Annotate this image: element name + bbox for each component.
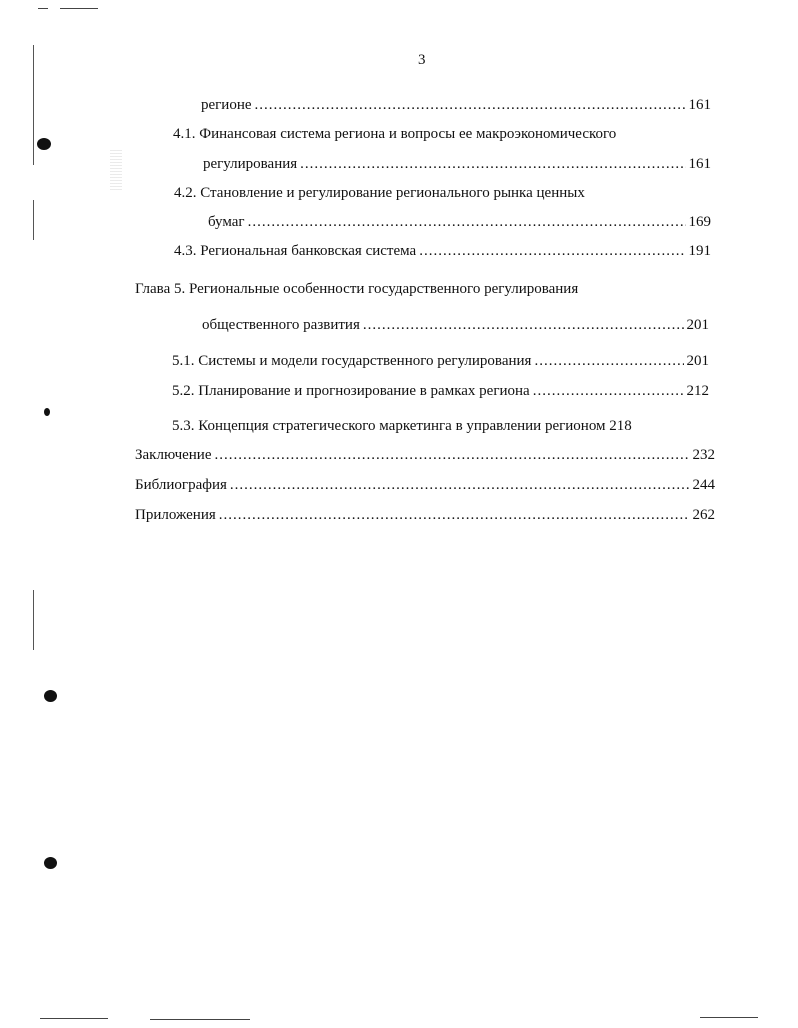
toc-entry-page: 262 bbox=[692, 507, 715, 523]
scan-mark-bottom bbox=[40, 1018, 108, 1019]
scan-edge-line bbox=[33, 45, 34, 165]
toc-leader-dots bbox=[219, 506, 690, 524]
toc-entry-page: 191 bbox=[688, 243, 711, 259]
toc-entry bbox=[135, 506, 715, 524]
toc-entry-page: 161 bbox=[688, 97, 711, 113]
punch-hole-mark bbox=[44, 690, 57, 702]
toc-entry bbox=[172, 352, 709, 370]
toc-entry bbox=[202, 316, 709, 334]
toc-leader-dots bbox=[419, 242, 685, 260]
toc-entry-page: 201 bbox=[686, 317, 709, 333]
toc-entry-label: регионе bbox=[201, 97, 252, 113]
toc-leader-dots bbox=[255, 96, 686, 114]
toc-entry bbox=[208, 213, 711, 231]
toc-entry-page: 232 bbox=[692, 447, 715, 463]
toc-entry-label: 5.1. Системы и модели государственного регулирования bbox=[172, 353, 532, 369]
toc-chapter-heading: Глава 5. Региональные особенности государственного регулирования bbox=[135, 281, 579, 297]
toc-entry-label: 4.3. Региональная банковская система bbox=[174, 243, 417, 259]
scan-edge-line bbox=[33, 590, 34, 650]
toc-leader-dots bbox=[300, 155, 685, 173]
punch-hole-mark bbox=[44, 408, 50, 416]
toc-entry-label: 4.1. Финансовая система региона и вопросы ее макроэкономического bbox=[173, 126, 617, 142]
toc-entry-label: бумаг bbox=[208, 214, 245, 230]
toc-entry bbox=[172, 382, 709, 400]
punch-hole-mark bbox=[37, 138, 51, 150]
scan-mark-bottom bbox=[150, 1019, 250, 1020]
page-number: 3 bbox=[418, 52, 426, 68]
toc-entry-label: 4.2. Становление и регулирование регионального рынка ценных bbox=[174, 185, 585, 201]
scan-mark-top bbox=[60, 8, 98, 9]
toc-entry-label: общественного развития bbox=[202, 317, 360, 333]
toc-entry bbox=[135, 476, 715, 494]
toc-entry-label: Заключение bbox=[135, 447, 212, 463]
toc-entry-label: 5.3. Концепция стратегического маркетинга в управлении регионом 218 bbox=[172, 418, 632, 434]
toc-entry-label: Библиография bbox=[135, 477, 227, 493]
scan-edge-line bbox=[33, 200, 34, 240]
toc-entry-label: регулирования bbox=[203, 156, 298, 172]
scan-mark-bottom bbox=[700, 1017, 758, 1018]
toc-entry-page: 161 bbox=[688, 156, 711, 172]
toc-entry bbox=[201, 96, 711, 114]
toc-entry-label: 5.2. Планирование и прогнозирование в рамках региона bbox=[172, 383, 530, 399]
toc-leader-dots bbox=[533, 382, 684, 400]
toc-leader-dots bbox=[215, 446, 690, 464]
punch-hole-mark bbox=[44, 857, 57, 869]
scan-mark-top bbox=[38, 8, 48, 9]
toc-leader-dots bbox=[534, 352, 683, 370]
toc-entry bbox=[135, 446, 715, 464]
toc-entry bbox=[174, 242, 711, 260]
toc-entry-page: 201 bbox=[686, 353, 709, 369]
toc-entry bbox=[203, 155, 711, 173]
toc-entry-page: 244 bbox=[692, 477, 715, 493]
toc-leader-dots bbox=[230, 476, 690, 494]
toc-entry-label: Приложения bbox=[135, 507, 216, 523]
toc-leader-dots bbox=[248, 213, 686, 231]
scan-speckle bbox=[110, 150, 122, 190]
toc-leader-dots bbox=[363, 316, 684, 334]
toc-entry-page: 169 bbox=[688, 214, 711, 230]
toc-entry-page: 212 bbox=[686, 383, 709, 399]
